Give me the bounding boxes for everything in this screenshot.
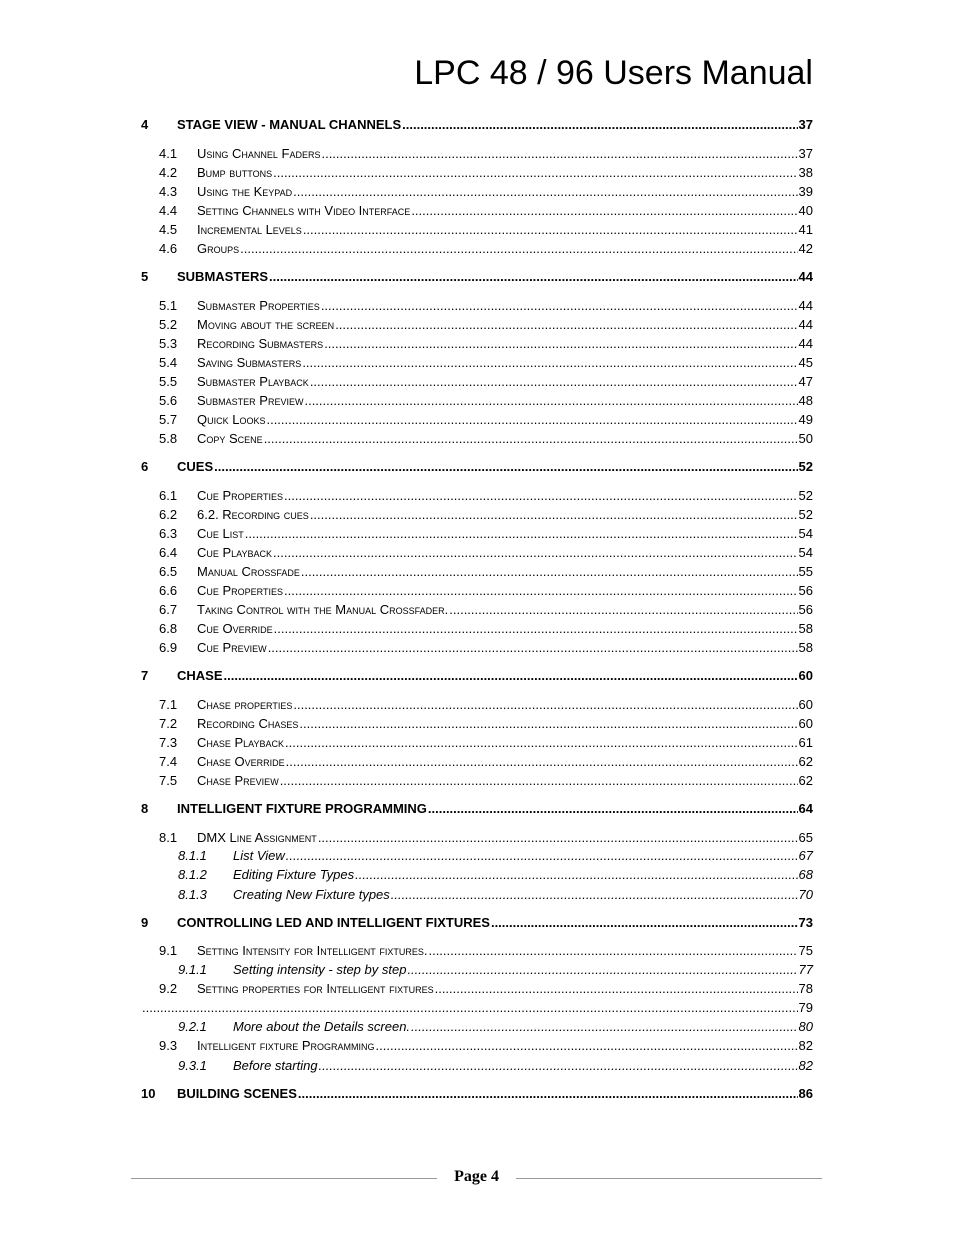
- toc-entry-number: 5.3: [159, 336, 178, 351]
- toc-entry[interactable]: [141, 712, 813, 731]
- toc-entry-page: 77: [798, 962, 813, 977]
- toc-entry[interactable]: [141, 218, 813, 237]
- toc-entry-title: Cue Preview: [197, 640, 267, 655]
- toc-entry-number: 4.3: [159, 184, 178, 199]
- toc-dot-leader: [273, 545, 798, 560]
- toc-entry-title: More about the Details screen.: [233, 1019, 411, 1034]
- toc-entry-title: Cue Properties: [197, 583, 284, 598]
- toc-entry-page: 61: [798, 735, 813, 750]
- toc-entry-title: BUILDING SCENES: [177, 1086, 297, 1101]
- toc-entry-page: 80: [798, 1019, 813, 1034]
- toc-entry[interactable]: [141, 503, 813, 522]
- toc-entry-number: 6.3: [159, 526, 178, 541]
- toc-entry-title: Cue List: [197, 526, 244, 541]
- toc-entry-title: Moving about the screen: [197, 317, 335, 332]
- toc-dot-leader: [293, 697, 797, 712]
- toc-entry-page: 39: [798, 184, 813, 199]
- toc-entry-page: 75: [798, 943, 813, 958]
- toc-entry-title: Cue Playback: [197, 545, 273, 560]
- toc-dot-leader: [142, 1000, 798, 1015]
- toc-dot-leader: [318, 830, 798, 845]
- toc-entry-title: Recording Submasters: [197, 336, 324, 351]
- toc-dot-leader: [214, 459, 797, 474]
- toc-entry-title: Incremental Levels: [197, 222, 302, 237]
- toc-entry-page: 82: [798, 1058, 813, 1073]
- toc-entry-title: List View: [233, 848, 285, 863]
- toc-entry-page: 60: [798, 668, 813, 683]
- toc-entry[interactable]: [141, 332, 813, 351]
- toc-entry-page: 56: [798, 602, 813, 617]
- toc-entry-page: 55: [798, 564, 813, 579]
- toc-entry-title: CUES: [177, 459, 214, 474]
- toc-entry[interactable]: [141, 617, 813, 636]
- toc-entry[interactable]: [141, 161, 813, 180]
- toc-entry[interactable]: [141, 797, 813, 816]
- toc-entry[interactable]: [141, 313, 813, 332]
- toc-entry[interactable]: [141, 911, 813, 930]
- toc-entry-title: Recording Chases: [197, 716, 299, 731]
- toc-entry[interactable]: [141, 389, 813, 408]
- toc-entry[interactable]: [141, 351, 813, 370]
- toc-entry-number: 8.1.3: [178, 887, 207, 902]
- toc-entry-page: 44: [798, 336, 813, 351]
- toc-entry-title: Cue Properties: [197, 488, 284, 503]
- toc-entry[interactable]: [141, 863, 813, 882]
- toc-entry-number: 9: [141, 915, 149, 930]
- toc-entry[interactable]: [141, 455, 813, 474]
- toc-entry-title: Cue Override: [197, 621, 273, 636]
- toc-dot-leader: [428, 943, 797, 958]
- footer-rule-right: [516, 1178, 822, 1179]
- toc-entry-number: 5.4: [159, 355, 178, 370]
- toc-entry-page: 58: [798, 621, 813, 636]
- toc-entry-page: 48: [798, 393, 813, 408]
- toc-entry-page: 54: [798, 526, 813, 541]
- toc-dot-leader: [491, 915, 798, 930]
- toc-entry-page: 40: [798, 203, 813, 218]
- toc-entry-number: 4: [141, 117, 149, 132]
- toc-entry[interactable]: [141, 693, 813, 712]
- toc-dot-leader: [299, 716, 797, 731]
- toc-dot-leader: [298, 1086, 798, 1101]
- toc-entry-title: STAGE VIEW - MANUAL CHANNELS: [177, 117, 402, 132]
- toc-dot-leader: [280, 773, 798, 788]
- toc-dot-leader: [304, 393, 797, 408]
- toc-entry-number: 4.1: [159, 146, 178, 161]
- toc-entry-page: 45: [798, 355, 813, 370]
- toc-dot-leader: [428, 801, 798, 816]
- toc-entry[interactable]: [141, 265, 813, 284]
- toc-entry-page: 86: [798, 1086, 813, 1101]
- toc-entry-title: Submaster Preview: [197, 393, 304, 408]
- toc-entry[interactable]: [141, 664, 813, 683]
- toc-entry-number: 6.2: [159, 507, 178, 522]
- toc-entry-page: 60: [798, 716, 813, 731]
- toc-entry-number: 4.2: [159, 165, 178, 180]
- toc-entry-number: 9.3: [159, 1038, 178, 1053]
- toc-entry-page: 64: [798, 801, 813, 816]
- toc-entry-number: 5.5: [159, 374, 178, 389]
- toc-entry-title: Chase Preview: [197, 773, 279, 788]
- toc-dot-leader: [407, 962, 797, 977]
- toc-entry-number: 8: [141, 801, 149, 816]
- toc-entry-number: 5.8: [159, 431, 178, 446]
- toc-entry-page: 82: [798, 1038, 813, 1053]
- toc-entry-page: 58: [798, 640, 813, 655]
- toc-entry-number: 8.1.2: [178, 867, 207, 882]
- toc-entry-title: Before starting: [233, 1058, 318, 1073]
- toc-entry[interactable]: [141, 636, 813, 655]
- toc-entry-title: Setting intensity - step by step: [233, 962, 407, 977]
- toc-dot-leader: [301, 564, 798, 579]
- toc-entry-number: 6.4: [159, 545, 178, 560]
- toc-dot-leader: [264, 431, 798, 446]
- toc-dot-leader: [411, 203, 797, 218]
- toc-entry-number: 7.1: [159, 697, 178, 712]
- toc-entry-number: 5.1: [159, 298, 178, 313]
- toc-entry-title: CHASE: [177, 668, 223, 683]
- toc-entry-number: 6.8: [159, 621, 178, 636]
- toc-entry-title: Using the Keypad: [197, 184, 293, 199]
- page-number-label: Page 4: [454, 1168, 499, 1185]
- toc-dot-leader: [335, 317, 797, 332]
- toc-entry[interactable]: [141, 579, 813, 598]
- toc-entry-number: 6.5: [159, 564, 178, 579]
- toc-entry[interactable]: [141, 484, 813, 503]
- toc-entry[interactable]: [141, 294, 813, 313]
- toc-dot-leader: [284, 583, 798, 598]
- toc-entry[interactable]: [141, 996, 813, 1015]
- toc-entry[interactable]: [141, 826, 813, 845]
- toc-entry-number: 4.4: [159, 203, 178, 218]
- toc-entry-page: 44: [798, 298, 813, 313]
- toc-entry-number: 6.9: [159, 640, 178, 655]
- toc-entry-title: Chase properties: [197, 697, 293, 712]
- toc-entry-page: 56: [798, 583, 813, 598]
- toc-entry-page: 67: [798, 848, 813, 863]
- toc-dot-leader: [240, 241, 797, 256]
- toc-entry-page: 37: [798, 117, 813, 132]
- toc-entry-title: Bump buttons: [197, 165, 273, 180]
- toc-entry-title: DMX Line Assignment: [197, 830, 317, 845]
- toc-entry[interactable]: [141, 769, 813, 788]
- toc-entry-number: 5: [141, 269, 149, 284]
- toc-entry-page: 41: [798, 222, 813, 237]
- toc-entry-number: 7.3: [159, 735, 178, 750]
- toc-entry[interactable]: [141, 1015, 813, 1034]
- toc-dot-leader: [273, 165, 797, 180]
- toc-entry-page: 37: [798, 146, 813, 161]
- toc-dot-leader: [274, 621, 798, 636]
- toc-entry[interactable]: [141, 560, 813, 579]
- toc-dot-leader: [293, 184, 797, 199]
- toc-entry-title: Submaster Properties: [197, 298, 320, 313]
- toc-entry-page: 54: [798, 545, 813, 560]
- toc-dot-leader: [319, 1058, 798, 1073]
- toc-entry-page: 42: [798, 241, 813, 256]
- toc-entry-page: 49: [798, 412, 813, 427]
- toc-dot-leader: [302, 355, 797, 370]
- toc-entry[interactable]: [141, 598, 813, 617]
- toc-dot-leader: [449, 602, 797, 617]
- toc-entry-page: 68: [798, 867, 813, 882]
- toc-entry-number: 6.1: [159, 488, 178, 503]
- toc-entry[interactable]: [141, 731, 813, 750]
- toc-entry-title: Manual Crossfade: [197, 564, 300, 579]
- toc-entry-number: 4.5: [159, 222, 178, 237]
- toc-entry-page: 73: [798, 915, 813, 930]
- toc-entry[interactable]: [141, 113, 813, 132]
- toc-entry-number: 5.6: [159, 393, 178, 408]
- toc-entry-title: Submaster Playback: [197, 374, 309, 389]
- toc-entry-page: 62: [798, 773, 813, 788]
- toc-dot-leader: [268, 640, 798, 655]
- toc-entry-number: 9.3.1: [178, 1058, 207, 1073]
- toc-entry-title: Saving Submasters: [197, 355, 302, 370]
- toc-entry-page: 52: [798, 488, 813, 503]
- toc-entry[interactable]: [141, 427, 813, 446]
- toc-entry-page: 44: [798, 317, 813, 332]
- toc-dot-leader: [355, 867, 797, 882]
- toc-entry[interactable]: [141, 541, 813, 560]
- toc-entry-number: 6: [141, 459, 149, 474]
- toc-entry-page: 52: [798, 507, 813, 522]
- toc-entry-number: 5.2: [159, 317, 178, 332]
- toc-entry-page: 47: [798, 374, 813, 389]
- toc-entry[interactable]: [141, 370, 813, 389]
- toc-entry-page: 44: [798, 269, 813, 284]
- toc-entry-title: Setting Channels with Video Interface: [197, 203, 411, 218]
- toc-entry-number: 6.6: [159, 583, 178, 598]
- toc-entry-title: Setting properties for Intelligent fixtures: [197, 981, 434, 996]
- toc-entry[interactable]: [141, 522, 813, 541]
- toc-entry-number: 9.1.1: [178, 962, 207, 977]
- toc-entry-title: Setting Intensity for Intelligent fixtures.: [197, 943, 428, 958]
- toc-dot-leader: [435, 981, 798, 996]
- toc-entry[interactable]: [141, 939, 813, 958]
- toc-entry[interactable]: [141, 750, 813, 769]
- toc-entry-title: Intelligent fixture Programming: [197, 1038, 375, 1053]
- toc-entry-page: 38: [798, 165, 813, 180]
- toc-entry-number: 10: [141, 1086, 156, 1101]
- toc-dot-leader: [324, 336, 797, 351]
- toc-entry-number: 7.2: [159, 716, 178, 731]
- toc-dot-leader: [402, 117, 797, 132]
- toc-entry-page: 62: [798, 754, 813, 769]
- toc-entry-title: Editing Fixture Types: [233, 867, 355, 882]
- toc-entry-number: 4.6: [159, 241, 178, 256]
- page-footer: [131, 1168, 822, 1190]
- toc-entry-page: 50: [798, 431, 813, 446]
- toc-entry[interactable]: [141, 1054, 813, 1073]
- document-title: LPC 48 / 96 Users Manual: [414, 54, 813, 92]
- toc-entry-page: 65: [798, 830, 813, 845]
- toc-dot-leader: [224, 668, 798, 683]
- toc-dot-leader: [269, 269, 798, 284]
- toc-dot-leader: [266, 412, 797, 427]
- toc-entry-number: 8.1.1: [178, 848, 207, 863]
- toc-entry[interactable]: [141, 844, 813, 863]
- toc-dot-leader: [391, 887, 798, 902]
- toc-entry-number: 8.1: [159, 830, 178, 845]
- toc-entry-title: Quick Looks: [197, 412, 266, 427]
- toc-entry-number: 7.4: [159, 754, 178, 769]
- toc-entry-title: Taking Control with the Manual Crossfader.: [197, 602, 449, 617]
- toc-entry-page: 79: [798, 1000, 813, 1015]
- toc-entry-title: Using Channel Faders: [197, 146, 321, 161]
- toc-entry-number: 6.7: [159, 602, 178, 617]
- toc-entry-page: 78: [798, 981, 813, 996]
- toc-entry-page: 60: [798, 697, 813, 712]
- toc-dot-leader: [376, 1038, 798, 1053]
- toc-entry-number: 9.2: [159, 981, 178, 996]
- toc-entry-title: CONTROLLING LED AND INTELLIGENT FIXTURES: [177, 915, 490, 930]
- toc-entry-title: SUBMASTERS: [177, 269, 269, 284]
- toc-entry-number: 7: [141, 668, 149, 683]
- toc-dot-leader: [321, 298, 798, 313]
- toc-dot-leader: [245, 526, 798, 541]
- toc-entry-title: Groups: [197, 241, 240, 256]
- toc-dot-leader: [310, 507, 798, 522]
- toc-dot-leader: [310, 374, 798, 389]
- toc-dot-leader: [286, 754, 798, 769]
- toc-dot-leader: [411, 1019, 797, 1034]
- toc-dot-leader: [286, 848, 798, 863]
- toc-entry-number: 9.1: [159, 943, 178, 958]
- toc-entry[interactable]: [141, 883, 813, 902]
- toc-entry-number: 5.7: [159, 412, 178, 427]
- toc-dot-leader: [303, 222, 798, 237]
- toc-entry[interactable]: [141, 1082, 813, 1101]
- toc-entry[interactable]: [141, 977, 813, 996]
- toc-entry[interactable]: [141, 142, 813, 161]
- toc-entry-number: 9.2.1: [178, 1019, 207, 1034]
- toc-entry-title: 6.2. Recording cues: [197, 507, 309, 522]
- toc-entry-number: 7.5: [159, 773, 178, 788]
- toc-entry-title: Chase Override: [197, 754, 285, 769]
- toc-entry[interactable]: [141, 180, 813, 199]
- toc-entry-page: 70: [798, 887, 813, 902]
- toc-entry-title: Copy Scene: [197, 431, 263, 446]
- toc-entry-page: 52: [798, 459, 813, 474]
- toc-dot-leader: [284, 488, 798, 503]
- toc-entry[interactable]: [141, 199, 813, 218]
- toc-dot-leader: [321, 146, 797, 161]
- toc-entry-title: Chase Playback: [197, 735, 285, 750]
- toc-entry[interactable]: [141, 958, 813, 977]
- toc-entry[interactable]: [141, 237, 813, 256]
- toc-entry[interactable]: [141, 408, 813, 427]
- toc-entry[interactable]: [141, 1034, 813, 1053]
- toc-entry-title: Creating New Fixture types: [233, 887, 390, 902]
- toc-dot-leader: [285, 735, 798, 750]
- toc-entry-title: INTELLIGENT FIXTURE PROGRAMMING: [177, 801, 427, 816]
